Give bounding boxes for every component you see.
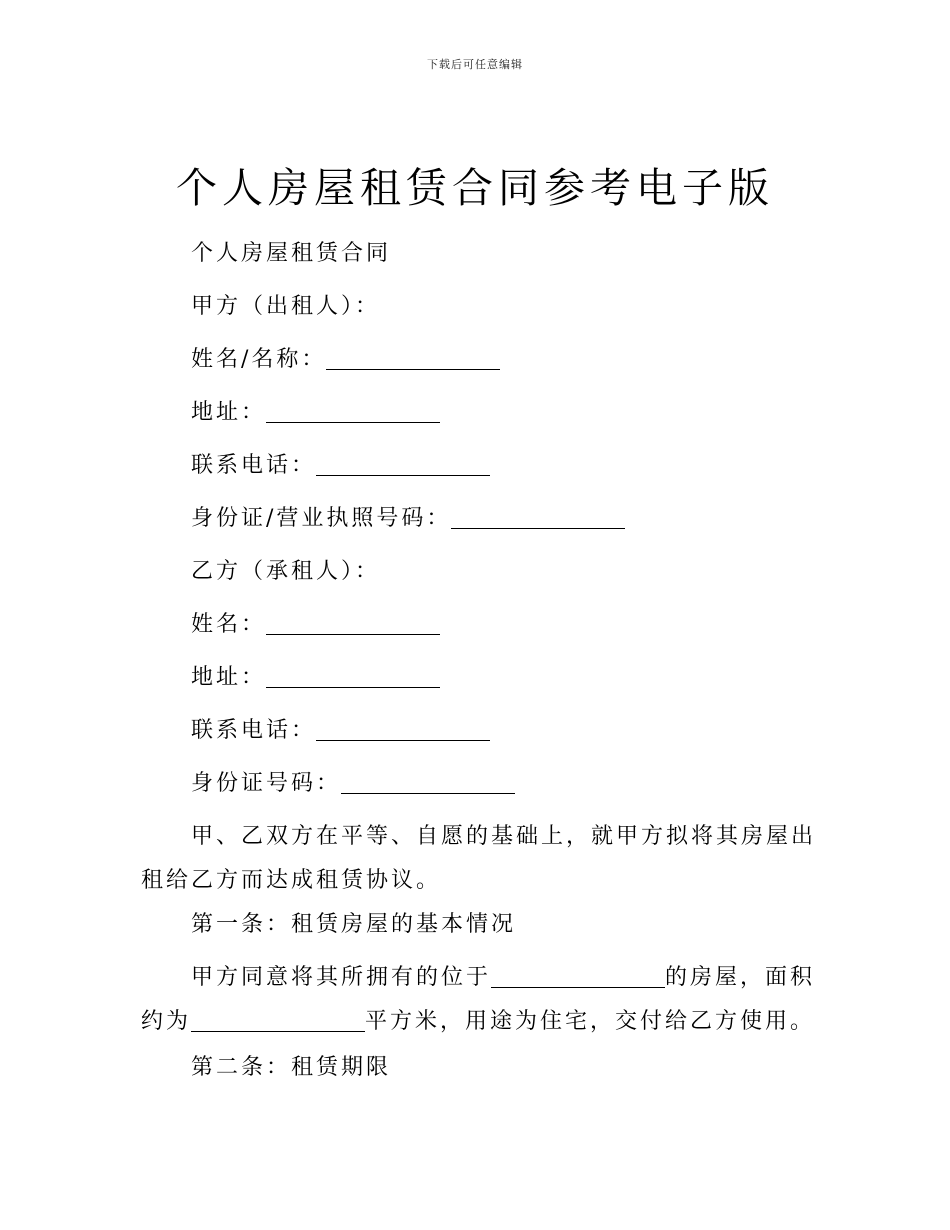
article-1-paragraph (141, 956, 821, 1044)
party-a-phone-row (191, 451, 490, 481)
party-a-heading: 甲方（出租人）： (191, 294, 381, 319)
party-a-id-label: 身份证/营业执照号码： (191, 506, 452, 531)
party-b-address-row (191, 663, 440, 693)
party-a-address-row (191, 398, 440, 428)
party-b-phone-label: 联系电话： (191, 718, 317, 743)
party-b-address-blank (266, 665, 440, 688)
article-1-text-part2: 的房屋，面积约为 (141, 965, 816, 1034)
article-1-text-part3: 平方米，用途为住宅，交付给乙方使用。 (365, 1009, 816, 1034)
article-1-area-blank (191, 1009, 365, 1032)
intro-paragraph-text: 甲、乙双方在平等、自愿的基础上，就甲方拟将其房屋出租给乙方而达成租赁协议。 (141, 824, 817, 893)
party-a-name-blank (326, 347, 500, 370)
article-1-text-part1: 甲方同意将其所拥有的位于 (191, 965, 492, 990)
article-1-heading: 第一条：租赁房屋的基本情况 (191, 912, 517, 937)
party-b-phone-row (191, 716, 490, 746)
party-b-name-row (191, 610, 440, 640)
party-b-id-row (191, 769, 515, 799)
party-a-id-blank (451, 506, 625, 529)
party-b-heading: 乙方（承租人）： (191, 559, 381, 584)
party-b-name-blank (266, 612, 440, 635)
header-note: 下载后可任意编辑 (427, 58, 523, 71)
contract-subtitle: 个人房屋租赁合同 (191, 241, 392, 266)
article-2-heading: 第二条：租赁期限 (191, 1055, 392, 1080)
article-1-location-blank (491, 965, 665, 988)
party-b-address-label: 地址： (191, 665, 267, 690)
party-a-address-label: 地址： (191, 400, 267, 425)
party-a-name-row (191, 345, 500, 375)
intro-paragraph (141, 815, 821, 903)
party-a-id-row (191, 504, 625, 534)
document-title: 个人房屋租赁合同参考电子版 (176, 164, 774, 212)
party-a-address-blank (266, 400, 440, 423)
party-b-id-blank (341, 771, 515, 794)
party-a-name-label: 姓名/名称： (191, 347, 327, 372)
party-a-phone-blank (316, 453, 490, 476)
party-b-phone-blank (316, 718, 490, 741)
party-b-name-label: 姓名： (191, 612, 267, 637)
party-b-id-label: 身份证号码： (191, 771, 342, 796)
party-a-phone-label: 联系电话： (191, 453, 317, 478)
